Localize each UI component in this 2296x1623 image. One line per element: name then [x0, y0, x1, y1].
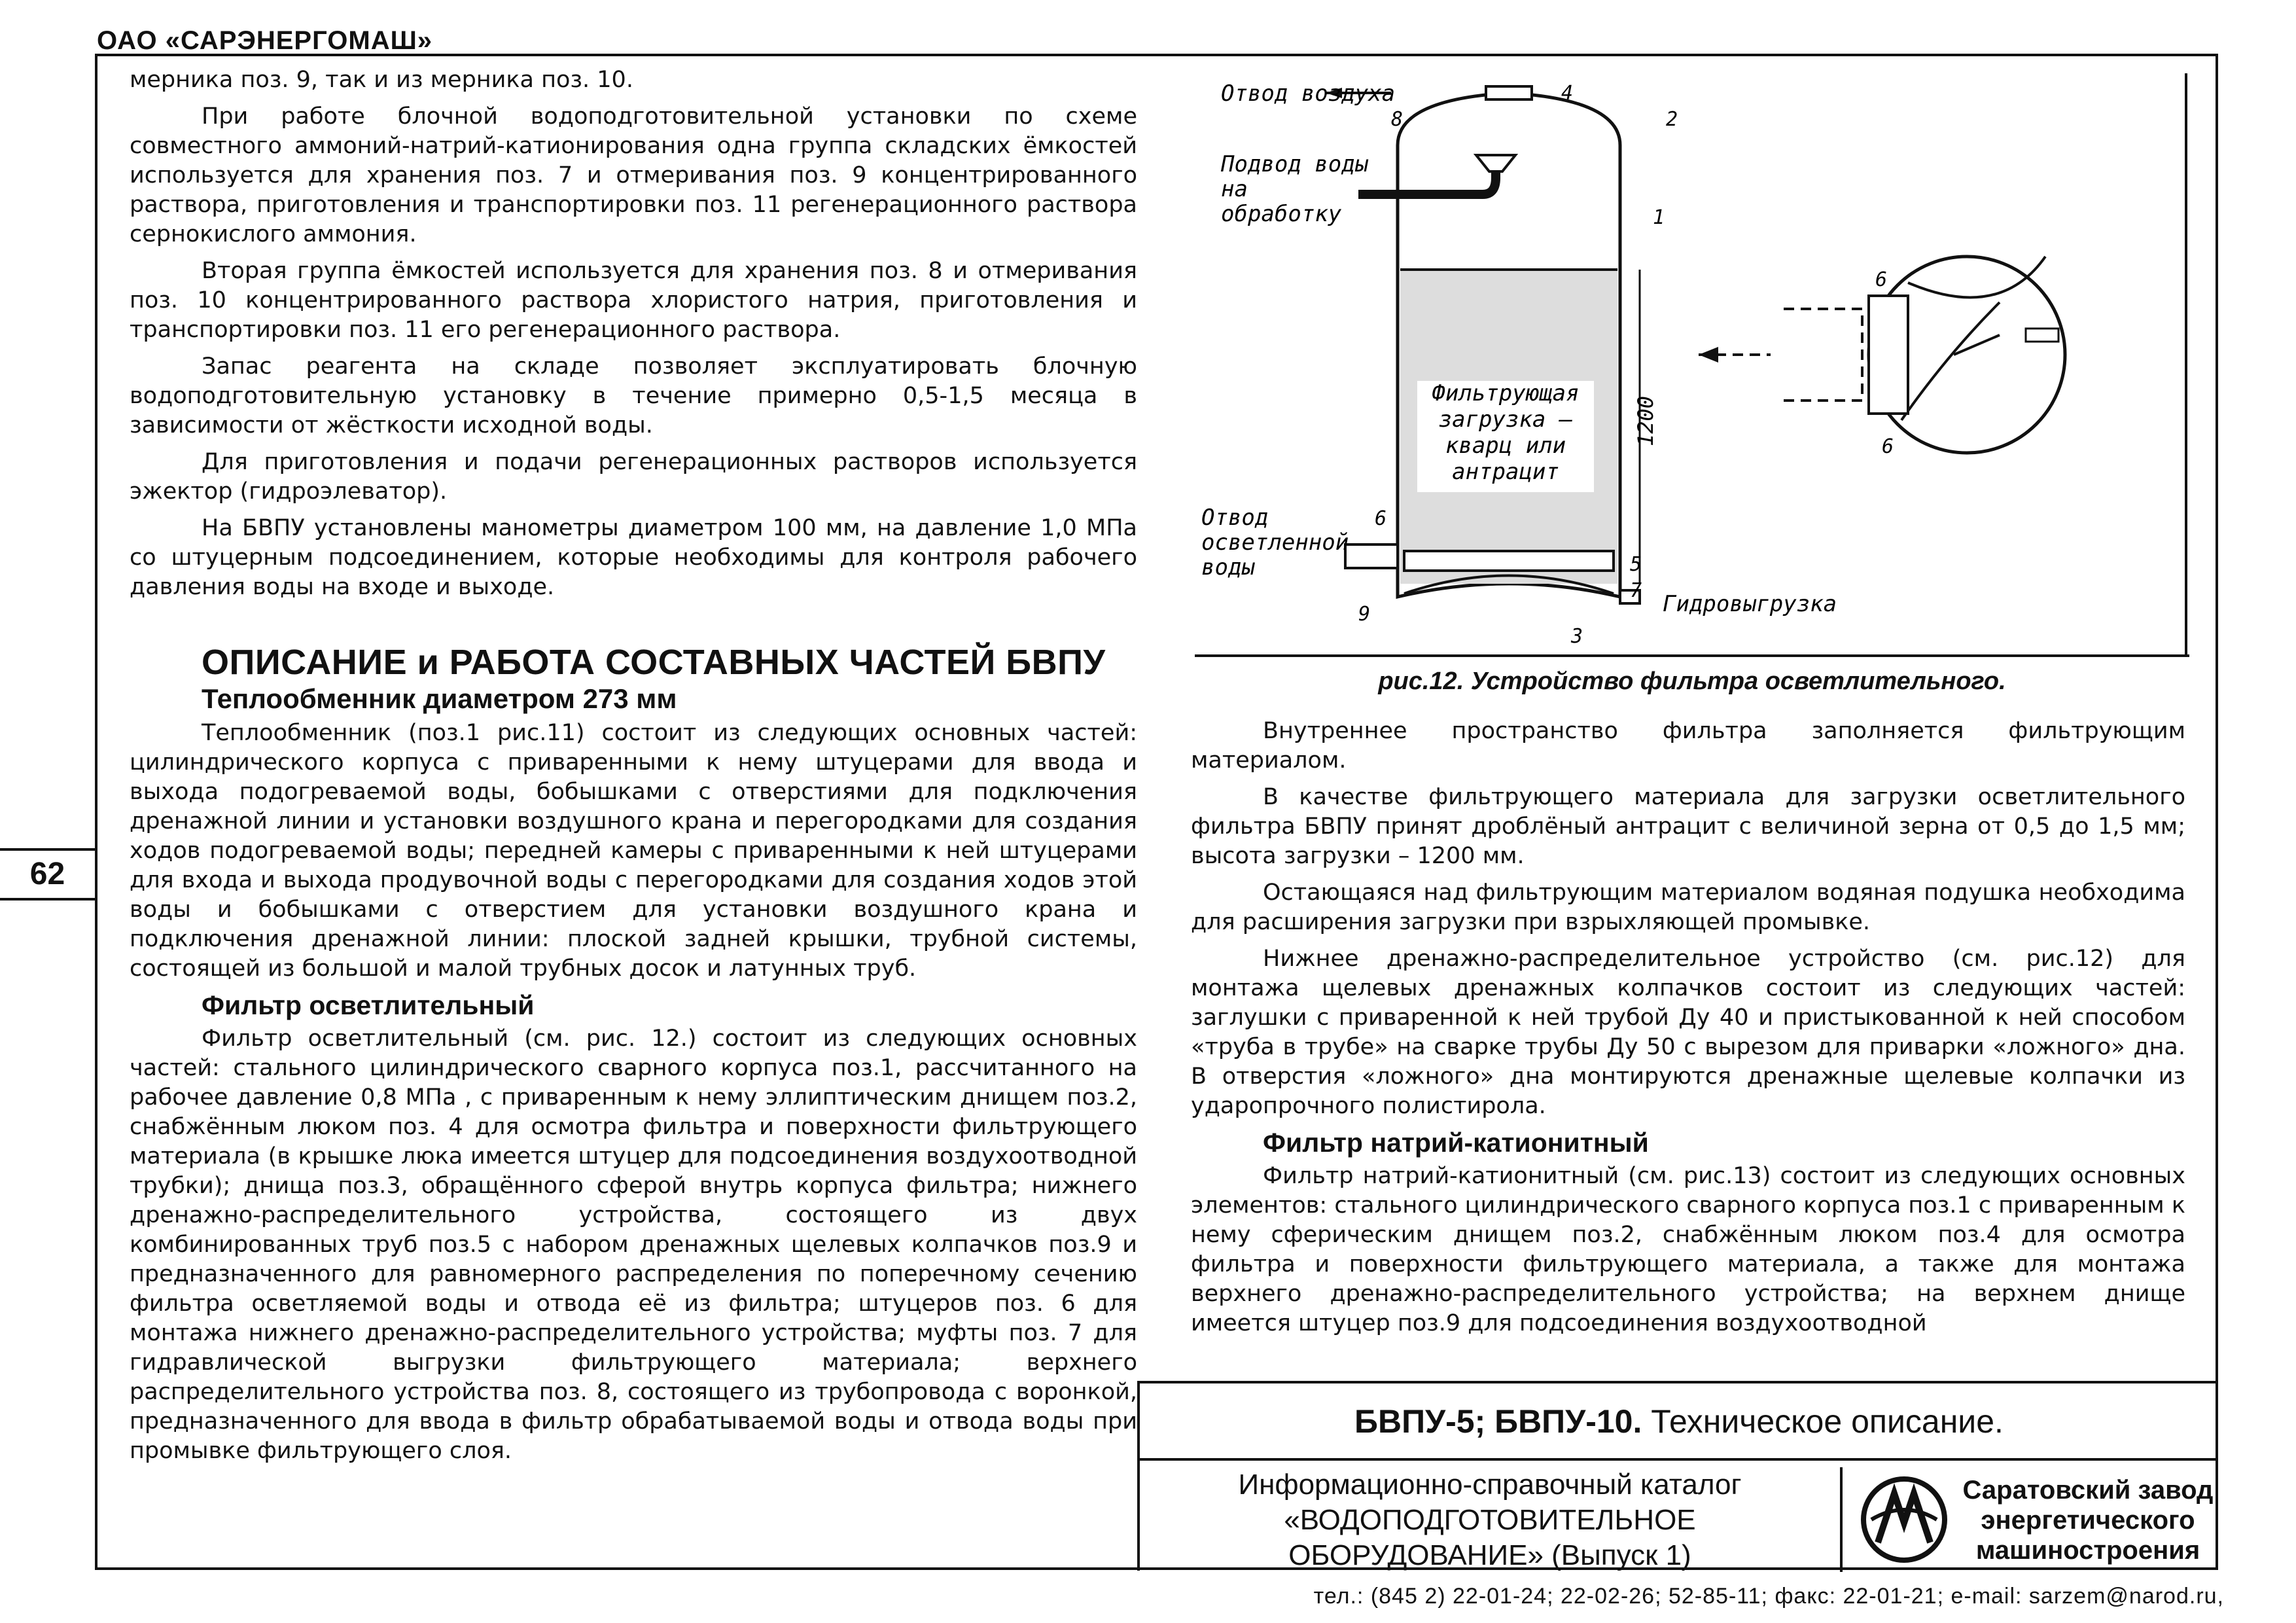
position-label: 4: [1561, 82, 1574, 105]
position-label: 6: [1375, 507, 1387, 530]
catalog-line: Информационно-справочный каталог: [1238, 1469, 1742, 1501]
paragraph: Фильтр натрий-катионитный (см. рис.13) состоит из следующих основных элементов: стального цилиндрического сварного корпуса поз.1 с приваренным к нему сферическим днищем поз.2, снабжённым люком поз.4 для осмотра фильтра и поверхности фильтрующего материала, а также для монтажа верхнего дренажно-распределительного устройства; на верхнем днище имеется штуцер поз.9 для подсоединения воздухоотводной: [1191, 1163, 2185, 1336]
position-label: 5: [1630, 553, 1642, 576]
logo-line: Саратовский завод: [1962, 1476, 2214, 1505]
air-outlet-label: Отвод воздуха: [1221, 80, 1396, 107]
title-block: [1137, 1381, 2218, 1571]
contacts-line: тел.: (845 2) 22-01-24; 22-02-26; 52-85-11; факс: 22-01-21; e-mail: sarzem@narod.ru,: [1313, 1584, 2224, 1609]
logo-text: [1957, 1475, 2219, 1565]
paragraph: Теплообменник (поз.1 рис.11) состоит из следующих основных частей: цилиндрического корпуса с приваренными к нему штуцерами для ввода и выхода подогреваемой воды, бобышками с отверстиями для подключения дренажной линии и установки воздушного крана и перегородками для создания ходов подогреваемой воды; передней камеры с приваренными к ней штуцерами для входа и выхода продувочной воды с перегородками для создания ходов этой воды и бобышками с отверстием для установки воздушного крана и подключения дренажной линии: плоской задней крышки, трубной системы, состоящей из большой и малой трубных досок и латунных труб.: [130, 720, 1137, 982]
water-outlet-label: воды: [1201, 554, 1255, 580]
media-label: Фильтрующая: [1432, 380, 1580, 406]
left-column: [130, 65, 1137, 1473]
position-label: 1: [1653, 206, 1665, 229]
right-column: [1191, 717, 2185, 1346]
subtitle-heat-exchanger: Теплообменник диаметром 273 мм: [202, 683, 677, 714]
figure-caption: рис.12. Устройство фильтра осветлительного.: [1378, 668, 2006, 695]
page-number: 62: [0, 848, 95, 901]
position-label: 3: [1571, 625, 1583, 648]
paragraph: Для приготовления и подачи регенерационных растворов используется эжектор (гидроэлеватор).: [130, 449, 1137, 505]
paragraph: Внутреннее пространство фильтра заполняется фильтрующим материалом.: [1191, 718, 2185, 774]
paragraph: Запас реагента на складе позволяет эксплуатировать блочную водоподготовительную установку в течение примерно 0,5-1,5 месяца в зависимости от жёсткости исходной воды.: [130, 353, 1137, 438]
paragraph: На БВПУ установлены манометры диаметром 100 мм, на давление 1,0 МПа со штуцерным подсоединением, которые необходимы для контроля рабочего давления воды на входе и выходе.: [130, 515, 1137, 600]
company-header: ОАО «САРЭНЕРГОМАШ»: [97, 26, 433, 55]
hydro-unload-label: Гидровыгрузка: [1663, 591, 1837, 617]
water-inlet-label: обработку: [1221, 201, 1342, 227]
section-title: ОПИСАНИЕ и РАБОТА СОСТАВНЫХ ЧАСТЕЙ БВПУ: [202, 643, 1106, 682]
water-inlet-label: Подвод воды: [1221, 151, 1369, 177]
position-label: 6: [1875, 268, 1888, 291]
paragraph: При работе блочной водоподготовительной установки по схеме совместного аммоний-натрий-катионирования одна группа складских ёмкостей используется для хранения поз. 7 и отмеривания поз. 9 концентрированного раствора, приготовления и транспортировки поз. 11 регенерационного раствора сернокислого аммония.: [130, 103, 1137, 247]
filter-diagram: [1195, 73, 2189, 662]
paragraph: Нижнее дренажно-распределительное устройство (см. рис.12) для монтажа щелевых дренажных колпачков состоит из следующих частей: заглушки с приваренной к ней трубой Ду 40 и пристыкованной к ней способом «труба в трубе» на сварке трубы Ду 50 с вырезом для приварки «ложного» дна. В отверстия «ложного» дна монтируются дренажные щелевые колпачки из ударопрочного полистирола.: [1191, 946, 2185, 1119]
position-label: 8: [1391, 108, 1404, 131]
water-inlet-label: на: [1221, 176, 1248, 202]
paragraph: В качестве фильтрующего материала для загрузки осветлительного фильтра БВПУ принят дроблёный антрацит с величиной зерна от 0,5 до 1,5 мм; высота загрузки – 1200 мм.: [1191, 784, 2185, 869]
paragraph: мерника поз. 9, так и из мерника поз. 10.: [130, 67, 633, 93]
company-logo-block: [1840, 1467, 2221, 1572]
media-label: кварц или: [1445, 433, 1566, 459]
factory-logo-icon: [1858, 1474, 1950, 1565]
document-title: [1140, 1383, 2218, 1461]
catalog-name: [1146, 1467, 1833, 1573]
water-outlet-label: Отвод: [1201, 505, 1269, 531]
media-label: загрузка –: [1438, 406, 1573, 433]
catalog-line: «ВОДОПОДГОТОВИТЕЛЬНОЕ: [1284, 1504, 1696, 1536]
position-label: 6: [1882, 435, 1894, 458]
position-label: 2: [1666, 108, 1678, 131]
logo-line: машиностроения: [1975, 1536, 2200, 1565]
document-title-rest: Техническое описание.: [1642, 1403, 2004, 1440]
position-label: 7: [1630, 579, 1642, 602]
paragraph: Фильтр осветлительный (см. рис. 12.) состоит из следующих основных частей: стального цилиндрического сварного корпуса поз.1, рассчитанного на рабочее давление 0,8 МПа , с приваренным к нему эллиптическим днищем поз.2, снабжённым люком поз. 4 для осмотра фильтра и поверхности фильтрующего материала (в крышке люка имеется штуцер для подсоединения воздухоотводной трубки); днища поз.3, обращённого сферой внутрь корпуса фильтра; нижнего дренажно-распределительного устройства, состоящего из двух комбинированных труб поз.5 с набором дренажных щелевых колпачков поз.9 и предназначенного для равномерного распределения по поперечному сечению фильтра осветляемой воды и отвода её из фильтра; штуцеров поз. 6 для монтажа нижнего дренажно-распределительного устройства; муфты поз. 7 для гидравлической выгрузки фильтрующего материала; верхнего распределительного устройства поз. 8, состоящего из трубопровода с воронкой, предназначенного для ввода в фильтр обрабатываемой воды и отвода воды при промывке фильтрующего слоя.: [130, 1026, 1137, 1464]
water-outlet-label: осветленной: [1201, 529, 1349, 556]
catalog-line: ОБОРУДОВАНИЕ» (Выпуск 1): [1288, 1539, 1691, 1571]
subtitle-na-cation-filter: Фильтр натрий-катионитный: [1263, 1128, 1649, 1158]
subtitle-filter: Фильтр осветлительный: [202, 990, 535, 1020]
position-label: 9: [1358, 603, 1371, 626]
document-title-bold: БВПУ-5; БВПУ-10.: [1354, 1403, 1642, 1440]
logo-line: энергетического: [1981, 1506, 2195, 1535]
media-label: антрацит: [1452, 459, 1559, 485]
filter-drawing: [1195, 73, 2189, 662]
paragraph: Остающаяся над фильтрующим материалом водяная подушка необходима для расширения загрузки при взрыхляющей промывке.: [1191, 880, 2185, 935]
dimension-label: 1200: [1633, 395, 1658, 446]
paragraph: Вторая группа ёмкостей используется для хранения поз. 8 и отмеривания поз. 10 концентрированного раствора хлористого натрия, приготовления и транспортировки поз. 11 его регенерационного раствора.: [130, 258, 1137, 343]
